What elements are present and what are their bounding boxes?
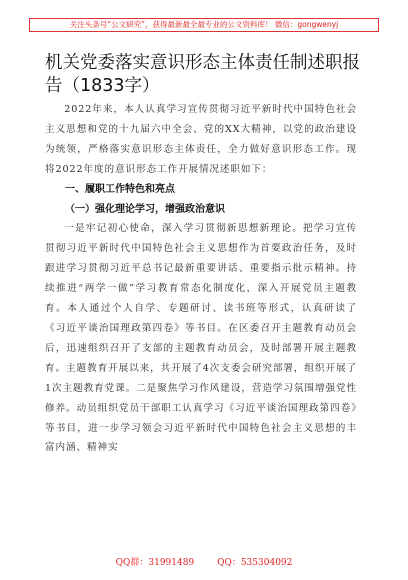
body-paragraph: 一是牢记初心使命，深入学习贯彻新思想新理论。把学习宣传贯彻习近平新时代中国特色社会主义思想作为首要政治任务，及时跟进学习贯彻习近平总书记最新重要讲话、重要指示批示精神。持续推进“两学一做”学习教育常态化制度化，深入开展党员主题教育。本人通过个人自学、专题研讨、读书班等形式，认真研读了《习近平谈治国理政第四卷》等书目。在区委召开主题教育动员会后，迅速组织召开了支部的主题教育动员会，及时部署开展主题教育。主题教育开展以来，共开展了4次支委会研究部署，组织开展了1次主题教育党课。二是聚焦学习作风建设，营造学习氛围增强党性修养。动员组织党员干部职工认真学习《习近平谈治国理政第四卷》等书目，进一步学习领会习近平新时代中国特色社会主义思想的丰富内涵、精神实 — [45, 223, 357, 454]
promo-banner: 关注头条号“公文研究”，获得最新最全最专业的公文资料库！ 微信：gongwenyj — [29, 18, 379, 32]
intro-paragraph: 2022年来，本人认真学习宣传贯彻习近平新时代中国特色社会主义思想和党的十九届六中全会、党的XX大精神，以党的政治建设为统领，严格落实意识形态主体责任，全力做好意识形态工作。现将2022年度的意识形态工作开展情况述职如下： — [45, 104, 357, 175]
section-heading: 一、履职工作特色和亮点 — [65, 183, 175, 195]
footer-qq: QQ：535304092 — [217, 558, 293, 568]
footer-qq-group: QQ群：31991489 — [115, 558, 195, 568]
document-body — [45, 100, 357, 458]
document-title: 机关党委落实意识形态主体责任制述职报告（1833字） — [45, 53, 360, 96]
footer-contact — [0, 556, 408, 570]
subsection-heading: （一）强化理论学习，增强政治意识 — [65, 203, 225, 215]
